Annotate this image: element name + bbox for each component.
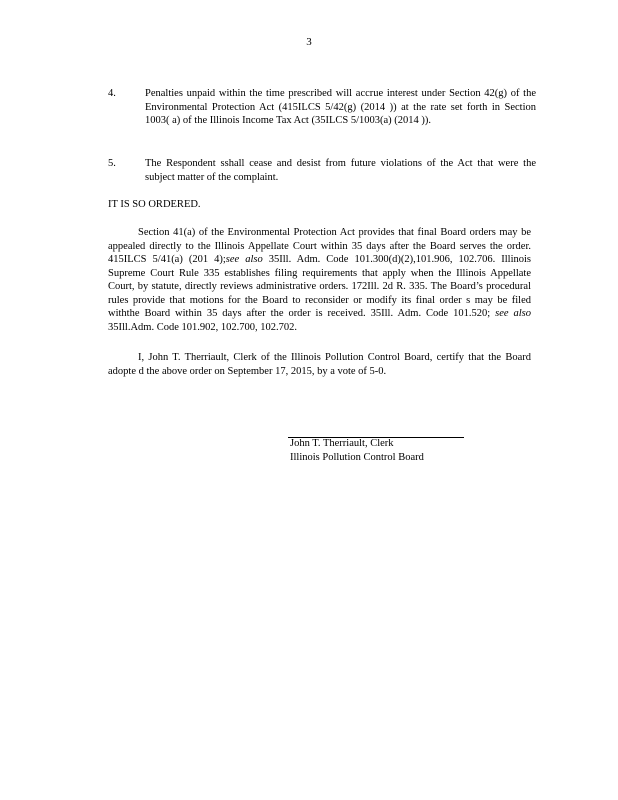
list-item: [108, 87, 536, 128]
see-also-2: see also: [495, 308, 532, 319]
appeal-text-3: 35Ill.Adm. Code 101.902, 102.700, 102.702.: [108, 321, 297, 333]
signature-name: John T. Therriault, Clerk: [290, 438, 394, 449]
item-number: 4.: [108, 88, 116, 99]
item-text: Penalties unpaid within the time prescribed will accrue interest under Section 42(g) of the Environmental Protection Act (415ILCS 5/42(g) (2014 )) at the rate set forth in Section 1003( a) of the Illinois Income Tax Act (35ILCS 5/1003(a) (2014 )).: [145, 88, 536, 126]
item-number: 5.: [108, 158, 116, 169]
appeal-paragraph: [108, 226, 531, 334]
signature-org: Illinois Pollution Control Board: [290, 452, 424, 463]
list-item: [108, 157, 536, 184]
appeal-text-1: Section 41(a) of the Environmental Protection Act provides that final Board orders may be appealed directly to the Illinois Appellate Court within 35 days after the Board serves the order. 415ILCS 5/41(a) (201 4);: [108, 227, 531, 265]
page-number: 3: [306, 36, 312, 48]
appeal-text-2: 35Ill. Adm. Code 101.300(d)(2),101.906, 102.706. Illinois Supreme Court Rule 335 establishes filing requirements that apply when the Illinois Appellate Court, by statute, directly reviews administrative orders. 172Ill. 2d R. 335. The Board’s procedural rules provide that motions for the Board to reconsider or modify its final order s may be filed withthe Board within 35 days after the order is received. 35Ill. Adm. Code 101.520;: [108, 254, 531, 319]
item-text: The Respondent sshall cease and desist from future violations of the Act that were the subject matter of the complaint.: [145, 158, 536, 183]
certification-paragraph: [108, 351, 531, 378]
certification-text: I, John T. Therriault, Clerk of the Illinois Pollution Control Board, certify that the Board adopte d the above order on September 17, 2015, by a vote of 5-0.: [108, 352, 531, 377]
it-is-so-ordered: IT IS SO ORDERED.: [108, 199, 201, 210]
see-also-1: see also: [225, 254, 263, 265]
